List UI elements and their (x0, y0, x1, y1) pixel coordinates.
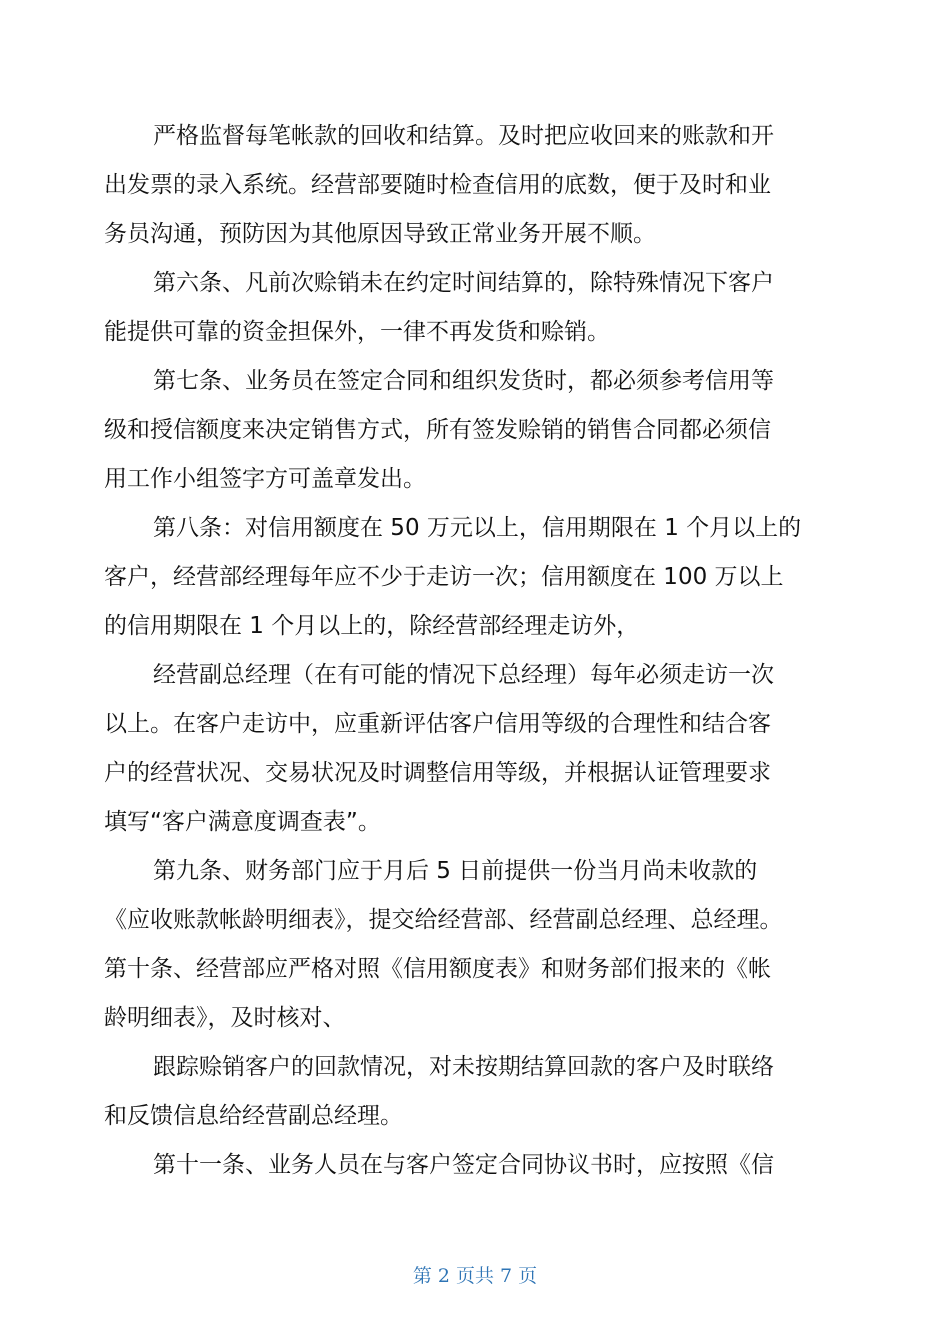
text-line: 第八条：对信用额度在 50 万元以上，信用期限在 1 个月以上的 (153, 515, 802, 541)
text-line: 用工作小组签字方可盖章发出。 (104, 466, 426, 492)
text-line: 出发票的录入系统。经营部要随时检查信用的底数，便于及时和业 (104, 172, 771, 198)
document-body (104, 112, 844, 1190)
text-line: 第十条、经营部应严格对照《信用额度表》和财务部们报来的《帐 (104, 956, 771, 982)
text-line: 第七条、业务员在签定合同和组织发货时，都必须参考信用等 (153, 368, 774, 394)
text-line: 第九条、财务部门应于月后 5 日前提供一份当月尚未收款的 (153, 858, 758, 884)
text-line: 第六条、凡前次赊销未在约定时间结算的，除特殊情况下客户 (153, 270, 774, 296)
text-line: 以上。在客户走访中，应重新评估客户信用等级的合理性和结合客 (104, 711, 771, 737)
text-line: 第十一条、业务人员在与客户签定合同协议书时，应按照《信 (153, 1152, 774, 1178)
text-line: 和反馈信息给经营副总经理。 (104, 1103, 403, 1129)
text-line: 户的经营状况、交易状况及时调整信用等级，并根据认证管理要求 (104, 760, 771, 786)
text-line: 务员沟通，预防因为其他原因导致正常业务开展不顺。 (104, 221, 656, 247)
text-line: 的信用期限在 1 个月以上的，除经营部经理走访外， (104, 613, 640, 639)
page-number-footer: 第 2 页共 7 页 (412, 1265, 538, 1287)
text-line: 客户，经营部经理每年应不少于走访一次；信用额度在 100 万以上 (104, 564, 784, 590)
text-line: 填写“客户满意度调查表”。 (104, 809, 381, 835)
text-line: 严格监督每笔帐款的回收和结算。及时把应收回来的账款和开 (153, 123, 774, 149)
text-line: 《应收账款帐龄明细表》，提交给经营部、经营副总经理、总经理。 (104, 907, 783, 933)
text-line: 能提供可靠的资金担保外，一律不再发货和赊销。 (104, 319, 610, 345)
text-line: 经营副总经理（在有可能的情况下总经理）每年必须走访一次 (153, 662, 774, 688)
text-line: 龄明细表》，及时核对、 (104, 1005, 346, 1031)
text-line: 级和授信额度来决定销售方式，所有签发赊销的销售合同都必须信 (104, 417, 771, 443)
text-line: 跟踪赊销客户的回款情况，对未按期结算回款的客户及时联络 (153, 1054, 774, 1080)
